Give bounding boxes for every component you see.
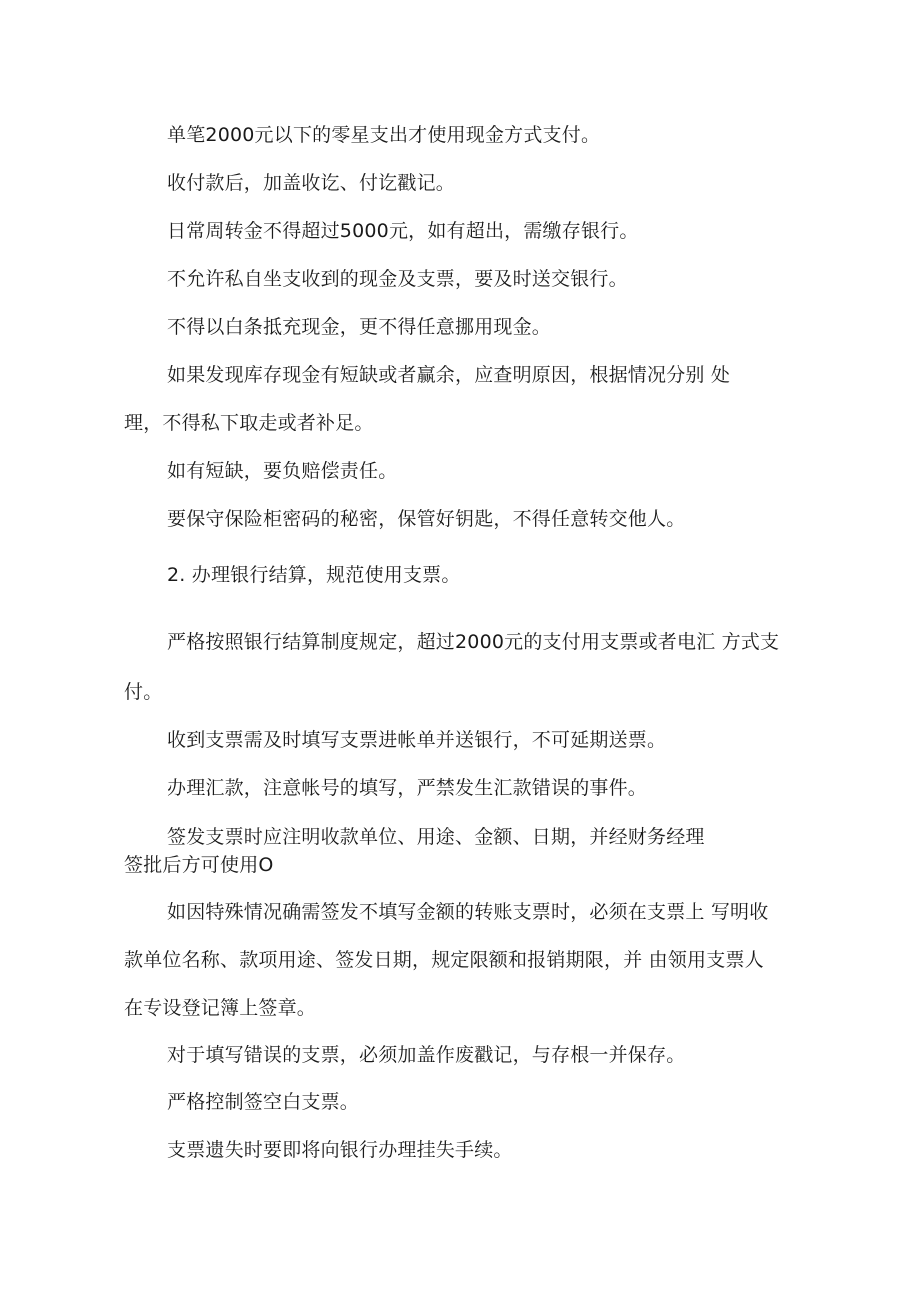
paragraph-line: 款单位名称、款项用途、签发日期，规定限额和报销期限，并 由领用支票人 (124, 949, 764, 971)
paragraph-line: 办理汇款，注意帐号的填写，严禁发生汇款错误的事件。 (167, 777, 648, 799)
paragraph-line: 如果发现库存现金有短缺或者赢余，应查明原因，根据情况分别 处 (167, 364, 731, 386)
paragraph-line: 如因特殊情况确需签发不填写金额的转账支票时，必须在支票上 写明收 (167, 901, 769, 923)
paragraph-line: 签发支票时应注明收款单位、用途、金额、日期，并经财务经理 (167, 826, 705, 848)
paragraph-line: 支票遗失时要即将向银行办理挂失手续。 (167, 1139, 513, 1161)
paragraph-line: 不得以白条抵充现金，更不得任意挪用现金。 (167, 316, 552, 338)
paragraph-line: 日常周转金不得超过5000元，如有超出，需缴存银行。 (167, 220, 639, 242)
paragraph-line: 如有短缺，要负赔偿责任。 (167, 460, 398, 482)
paragraph-line: 在专设登记簿上签章。 (124, 997, 317, 1019)
paragraph-line: 严格控制签空白支票。 (167, 1091, 360, 1113)
paragraph-line: 不允许私自坐支收到的现金及支票，要及时送交银行。 (167, 268, 628, 290)
paragraph-line: 收付款后，加盖收讫、付讫戳记。 (167, 172, 456, 194)
paragraph-line: 单笔2000元以下的零星支出才使用现金方式支付。 (167, 124, 601, 146)
paragraph-line: 严格按照银行结算制度规定，超过2000元的支付用支票或者电汇 方式支 (167, 631, 780, 653)
section-heading: 2. 办理银行结算，规范使用支票。 (167, 564, 461, 586)
paragraph-line: 对于填写错误的支票，必须加盖作废戳记，与存根一并保存。 (167, 1044, 686, 1066)
paragraph-line: 要保守保险柜密码的秘密，保管好钥匙，不得任意转交他人。 (167, 508, 686, 530)
paragraph-line: 付。 (124, 681, 163, 703)
paragraph-line: 签批后方可使用O (124, 854, 274, 876)
paragraph-line: 收到支票需及时填写支票进帐单并送银行，不可延期送票。 (167, 729, 667, 751)
paragraph-line: 理，不得私下取走或者补足。 (124, 412, 374, 434)
